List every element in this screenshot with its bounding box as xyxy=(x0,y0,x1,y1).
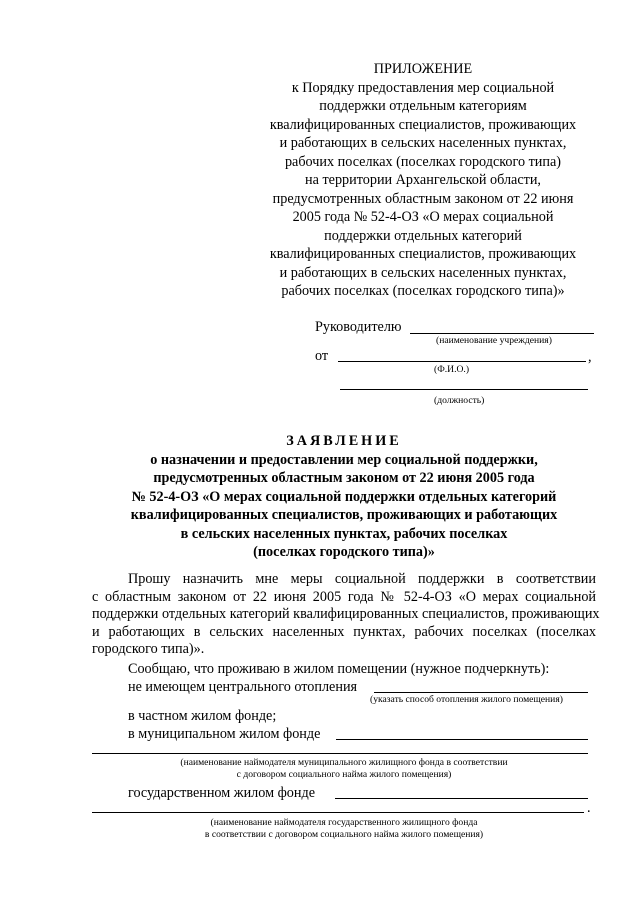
heating-method-field[interactable] xyxy=(374,692,588,693)
statement-subtitle-line: (поселках городского типа)» xyxy=(253,544,435,560)
municipal-hint-2: с договором социального найма жилого помещения) xyxy=(236,769,452,780)
annex-line: рабочих поселках (поселках городского типа) xyxy=(284,153,562,170)
position-hint: (должность) xyxy=(434,395,485,406)
statement-subtitle-line: в сельских населенных пунктах, рабочих поселках xyxy=(180,525,508,542)
state-fund-option[interactable]: государственном жилом фонде xyxy=(128,785,315,801)
annex-line: и работающих в сельских населенных пунктах, xyxy=(279,135,567,151)
annex-line: рабочих поселках (поселках городского типа)» xyxy=(281,283,565,299)
statement-subtitle-line: квалифицированных специалистов, проживающих и работающих xyxy=(130,507,558,523)
municipal-landlord-field[interactable] xyxy=(336,739,588,740)
annex-line: на территории Архангельской области, xyxy=(305,172,541,188)
annex-line: поддержки отдельным категориям xyxy=(319,98,527,114)
private-fund-option[interactable]: в частном жилом фонде; xyxy=(128,708,277,724)
fio-field[interactable] xyxy=(338,361,586,362)
annex-line: квалифицированных специалистов, проживающих xyxy=(269,246,577,262)
request-line: и работающих в сельских населенных пунктах, рабочих поселках (поселках xyxy=(92,623,596,640)
period: . xyxy=(587,800,591,816)
municipal-landlord-field-2[interactable] xyxy=(92,753,588,754)
institution-field[interactable] xyxy=(410,333,594,334)
no-heating-option[interactable]: не имеющем центрального отопления xyxy=(128,679,358,695)
annex-line: и работающих в сельских населенных пунктах, xyxy=(279,264,567,281)
statement-title-block xyxy=(92,432,596,562)
statement-title: ЗАЯВЛЕНИЕ xyxy=(286,433,402,449)
request-line: городского типа)». xyxy=(92,641,205,657)
request-line: поддержки отдельных категорий квалифицированных специалистов, проживающих xyxy=(92,606,600,622)
municipal-fund-option[interactable]: в муниципальном жилом фонде xyxy=(128,726,321,742)
annex-line: 2005 года № 52-4-ОЗ «О мерах социальной xyxy=(292,209,554,225)
statement-subtitle-line: о назначении и предоставлении мер социальной поддержки, xyxy=(150,451,538,468)
annex-line: предусмотренных областным законом от 22 июня xyxy=(272,190,574,207)
to-label: Руководителю xyxy=(315,319,402,335)
statement-subtitle-line: предусмотренных областным законом от 22 июня 2005 года xyxy=(153,470,535,486)
annex-title: ПРИЛОЖЕНИЕ xyxy=(373,61,473,77)
statement-subtitle-line: № 52-4-ОЗ «О мерах социальной поддержки отдельных категорий xyxy=(131,488,557,505)
heating-hint: (указать способ отопления жилого помещения) xyxy=(370,694,563,705)
state-landlord-field[interactable] xyxy=(335,798,588,799)
inform-text: Сообщаю, что проживаю в жилом помещении (нужное подчеркнуть): xyxy=(128,661,550,677)
position-field[interactable] xyxy=(340,389,588,390)
municipal-hint-1: (наименование наймодателя муниципального жилищного фонда в соответствии xyxy=(180,757,508,768)
institution-hint: (наименование учреждения) xyxy=(436,335,552,346)
state-landlord-field-2[interactable] xyxy=(92,812,584,813)
annex-line: квалифицированных специалистов, проживающих xyxy=(269,116,577,133)
request-line: Прошу назначить мне меры социальной поддержки в соответствии xyxy=(128,571,596,587)
annex-line: поддержки отдельных категорий xyxy=(324,227,522,244)
annex-block xyxy=(250,60,596,301)
request-line: с областным законом от 22 июня 2005 года № 52-4-ОЗ «О мерах социальной xyxy=(92,588,596,605)
from-label: от xyxy=(315,348,329,364)
request-paragraph xyxy=(92,571,600,659)
state-hint-2: в соответствии с договором социального найма жилого помещения) xyxy=(204,829,484,840)
comma: , xyxy=(588,349,592,365)
fio-hint: (Ф.И.О.) xyxy=(434,364,470,375)
annex-line: к Порядку предоставления мер социальной xyxy=(291,79,555,96)
state-hint-1: (наименование наймодателя государственного жилищного фонда xyxy=(210,817,478,828)
